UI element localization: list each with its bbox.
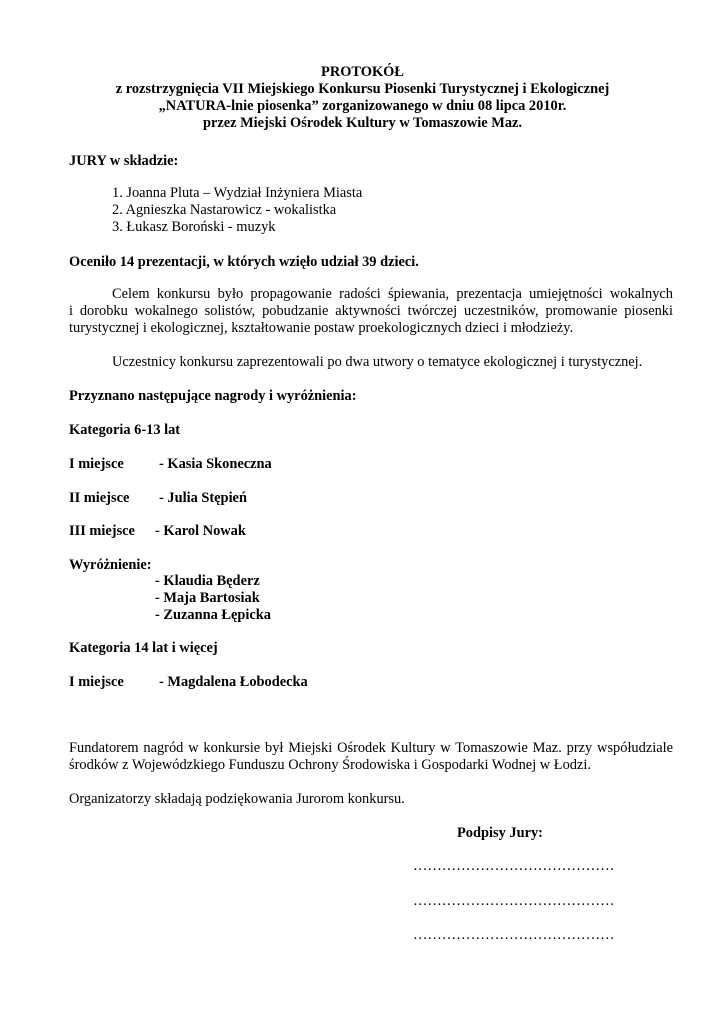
- signature-line-2: ……………………………………: [413, 893, 615, 909]
- distinction-1: - Klaudia Będerz: [155, 573, 260, 589]
- participants-text: Uczestnicy konkursu zaprezentowali po dwa utwory o tematyce ekologicznej i turystycznej.: [112, 354, 643, 370]
- place-1-label: I miejsce: [69, 456, 124, 472]
- funder-line-2: środków z Wojewódzkiego Funduszu Ochrony Środowiska i Gospodarki Wodnej w Łodzi.: [69, 757, 591, 773]
- place-2-label: II miejsce: [69, 490, 130, 506]
- header-line-1: z rozstrzygnięcia VII Miejskiego Konkursu Piosenki Turystycznej i Ekologicznej: [115, 81, 610, 97]
- document-title: PROTOKÓŁ: [321, 64, 404, 80]
- place-2-name: - Julia Stępień: [159, 490, 247, 506]
- signatures-heading: Podpisy Jury:: [457, 825, 543, 841]
- signature-line-3: ……………………………………: [413, 927, 615, 943]
- purpose-line-3: turystycznej i ekologicznej, kształtowanie postaw proekologicznych dzieci i młodzieży.: [69, 320, 574, 336]
- place-3-name: - Karol Nowak: [155, 523, 246, 539]
- funder-paragraph: [69, 740, 673, 774]
- jury-member-3: 3. Łukasz Boroński - muzyk: [112, 219, 276, 235]
- distinction-label: Wyróżnienie:: [69, 557, 152, 573]
- signature-line-1: ……………………………………: [413, 858, 615, 874]
- purpose-paragraph: [69, 286, 673, 337]
- funder-line-1: Fundatorem nagród w konkursie był Miejski Ośrodek Kultury w Tomaszowie Maz. przy współudziale: [69, 740, 673, 756]
- cat2-place-1-label: I miejsce: [69, 674, 124, 690]
- purpose-line-2: i dorobku wokalnego solistów, pobudzanie aktywności twórczej uczestników, promowanie piosenki: [69, 303, 673, 319]
- place-1-name: - Kasia Skoneczna: [159, 456, 272, 472]
- awards-heading: Przyznano następujące nagrody i wyróżnienia:: [69, 388, 357, 404]
- distinction-2: - Maja Bartosiak: [155, 590, 260, 606]
- distinction-3: - Zuzanna Łępicka: [155, 607, 271, 623]
- jury-heading: JURY w składzie:: [69, 153, 179, 169]
- purpose-line-1: Celem konkursu było propagowanie radości śpiewania, prezentacja umiejętności wokalnych: [112, 286, 673, 302]
- jury-member-2: 2. Agnieszka Nastarowicz - wokalistka: [112, 202, 337, 218]
- category-2-title: Kategoria 14 lat i więcej: [69, 640, 218, 656]
- cat2-place-1-name: - Magdalena Łobodecka: [159, 674, 308, 690]
- thanks-text: Organizatorzy składają podziękowania Jurorom konkursu.: [69, 791, 405, 807]
- jury-member-1: 1. Joanna Pluta – Wydział Inżyniera Miasta: [112, 185, 363, 201]
- header-line-3: przez Miejski Ośrodek Kultury w Tomaszowie Maz.: [202, 115, 523, 131]
- category-1-title: Kategoria 6-13 lat: [69, 422, 181, 438]
- place-3-label: III miejsce: [69, 523, 135, 539]
- header-line-2: „NATURA-lnie piosenka” zorganizowanego w dniu 08 lipca 2010r.: [158, 98, 567, 114]
- summary-text: Oceniło 14 prezentacji, w których wzięło udział 39 dzieci.: [69, 254, 419, 270]
